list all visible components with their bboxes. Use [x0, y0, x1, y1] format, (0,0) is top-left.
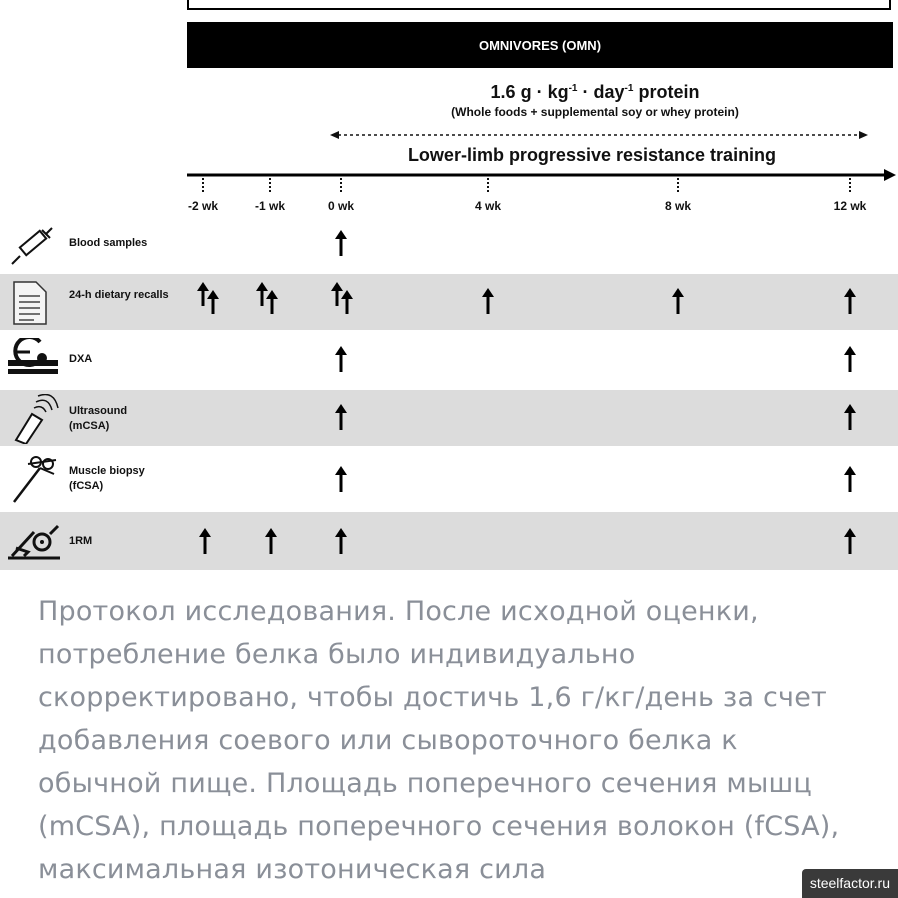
measurement-arrow [843, 528, 857, 556]
row-blood-samples [0, 216, 898, 272]
figure-caption: Протокол исследования. После исходной оценки, потребление белка было индивидуально скорректировано, чтобы достичь 1,6 г/кг/день за счет добавления соевого или сывороточного белка к обычной пище. Площадь поперечного сечения мышц (mCSA), площадь поперечного сечения волокон (fCSA), максимальная изотоническая сила [38, 596, 840, 885]
protein-word: protein [638, 82, 700, 102]
tick-8wk: 8 wk [664, 199, 692, 213]
dxa-scanner-icon [6, 338, 62, 380]
document-icon [12, 280, 48, 326]
tick-0wk: 0 wk [327, 199, 355, 213]
measurement-arrow [334, 466, 348, 494]
tick-4wk: 4 wk [474, 199, 502, 213]
measurement-arrow-double [197, 282, 221, 318]
protein-amount: 1.6 g [490, 82, 532, 102]
measurement-arrow [843, 288, 857, 316]
protein-unit-day: day [593, 82, 625, 102]
leg-press-icon [6, 522, 62, 562]
row-label-dxa: DXA [69, 353, 93, 365]
syringe-icon [6, 224, 56, 268]
measurement-arrow [334, 404, 348, 432]
row-dxa [0, 332, 898, 388]
row-muscle-biopsy [0, 448, 898, 508]
omnivores-group-bar [187, 22, 893, 68]
row-label-recalls: 24-h dietary recalls [69, 289, 169, 301]
measurement-arrow [481, 288, 495, 316]
tick-minus-1wk: -1 wk [254, 199, 286, 213]
measurement-arrow [843, 346, 857, 374]
measurement-arrow [671, 288, 685, 316]
protein-dose: 1.6 $g \cdot kg^{-1} \cdot day^{-1}$ protein [490, 82, 700, 102]
measurement-arrow [334, 528, 348, 556]
ultrasound-probe-icon [6, 394, 62, 444]
tick-minus-2wk: -2 wk [187, 199, 219, 213]
measurement-arrow [334, 346, 348, 374]
training-span-arrow [330, 128, 870, 142]
protein-sources: (Whole foods + supplemental soy or whey protein) [451, 105, 739, 119]
row-label-ultrasound: Ultrasound (mCSA) [69, 405, 128, 432]
row-label-biopsy: Muscle biopsy (fCSA) [69, 465, 145, 492]
row-ultrasound [0, 390, 898, 446]
row-1rm [0, 512, 898, 570]
measurement-arrow [843, 404, 857, 432]
omnivores-label: OMNIVORES (OMN) [478, 37, 602, 53]
measurement-arrow-double [331, 282, 355, 318]
measurement-arrow [334, 230, 348, 258]
row-dietary-recalls [0, 274, 898, 330]
vegans-group-bar [187, 0, 891, 10]
row-label-blood: Blood samples [69, 237, 148, 249]
row-label-1rm: 1RM [69, 535, 93, 547]
measurement-arrow-double [256, 282, 280, 318]
protein-unit-kg: kg [547, 82, 569, 102]
training-label: Lower-limb progressive resistance training [407, 145, 777, 165]
biopsy-needle-icon [6, 452, 62, 506]
measurement-arrow [264, 528, 278, 556]
protein-exp-day: -1 [624, 83, 634, 94]
protein-target [330, 82, 860, 119]
measurement-arrow [843, 466, 857, 494]
protein-exp-kg: -1 [568, 83, 578, 94]
timeline-axis [0, 166, 898, 196]
watermark: steelfactor.ru [802, 869, 898, 898]
tick-12wk: 12 wk [833, 199, 867, 213]
measurement-arrow [198, 528, 212, 556]
